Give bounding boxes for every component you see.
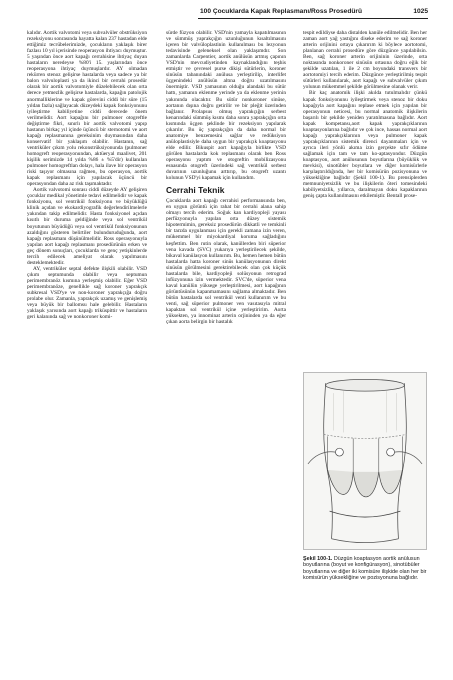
paragraph: tespit edildiyse daha distalden kanüle edilmelidir. Ben her zaman aort yağ yastığını diseke ederim ve sağ koroner arterin orijinini ortaya çıkarırım ki böylece aortotomi, planlanan cerrahi prosedüre göre düzgünce yapılabilsin. Ben, sağ koroner arterin orijininin üzerinde, orta noktasında nonkoroner sinüsün ortasına doğru eğik bir şekilde uzatılan, 1 ile 2 cm boyundaki transvers bir aortotomiyi tercih ederim. Düzgünce yerleştirilmiş tespit sütürleri kullanılarak, aort kapağı ve subvalvüler çıkım yolunun mükemmel şekilde görülmesine olanak verir. [303,30,427,91]
text-column-right [303,30,427,199]
page-number: 1025 [413,8,428,15]
paragraph: kalıdır. Aortik valvotomi veya subvalvüler obstrüksiyon rezeksiyonu sonrasında hayatta kalan 237 hastadan elde ettiğimiz tecrübelerimizde, çocukların yaklaşık birer fazlası 10 yıl içerisinde reoperasyon ihtiyacı duymuştur. 5 yaşından önce aort kapağı cerrahisine ihtiyaç duyan hastaların neredeyse %80'i 15. yaşlarından önce reoperasyona ihtiyaç duymuşlardır. AY olmadan rekürren stenoz gelişirse hastalarda veya sadece ya bir balon valvuloplasti ya da ikinci bir cerrahi prosedür olarak bir aortik valvotomiyle düzelebilecek olan orta derece yetmezlik gelişirse hastalarda, kapağın patolojik anormalliklerine ve kapak görevini ciddi bir süre (15 yıldan fazla) sağlayacak düzeydeki kapak fonksiyonunu iyileştirme kabiliyetine ciddi derecede önem verilmelidir. Aort kapağını bir pulmoner otogreftle değiştirme fikri, sınırlı bir aortik valvotomi yapıp hastanın birkaç yıl içinde üçüncü bir sternotomi ve aort kapağı replasmanına gereksinim duymasından daha konservatif bir yaklaşım olabilir. Hastanın, sağ ventriküler çıkım yolu rekonstrüksiyonunda (pulmoner homogreft reoperasyonundan, aktüeryal maalivet, 201 kişilik serimizde 14 yılda %86 ± %5'dir) kullanılan pulmoner homogreftlan dolayı, hala ilave bir operasyon riski taşıyor olmasına rağmen, bu operasyon, aortik kapak replasmanı için yapılacak üçüncü bir operasyondan daha az risk taşımaktadır. [27,30,147,188]
paragraph: Aortik valvotomi sonrası ciddi düzeyde AY gelişiren çocuklar medikal yönetimle tedavi edilmelidir ve kapak fonksiyonu, sol ventrikül fonksiyonu ve büyüklüğü klinik açıdan ve ekokardiyografik değerlendirilmelerle yakından takip edilmelidir. Hasta fonksiyonel açıdan kısıtlı bir duruma geldiğinde veya sol ventrikül boyutunun büyüdüğü veya sol ventrikül fonksiyonunun azaldığını gösteren belirtiler bulunduruduğunda, aort kapağı replasmanı düşünülmelidir. Ross operasyonuyla yapılan aort kapağı replasmanı prosedürünün erken ve geç dönem sonuçları, çocuklarda ve genç yetişkinlerde tercih edilecek ameliyat olarak yapılmasını desteklemektedir. [27,187,147,266]
figure-label: Şekil 100-1. [303,556,333,562]
figure-caption [303,556,427,582]
text-column-left [27,30,147,320]
paragraph: Çocuklarda aort kapağı cerrahisi performansında ben, en uygun görüntü için rahat bir cerrahi alana sahip olmayı tercih ederim. Soğuk kan kardiyopleji yayası perfüzyonuyla yapılan orta düzey sistemik hipotermimin, gereksiz prosedürün dikkatli ve temkinli bir tarzda uygulanması için gerekli zamana izin veren, mükemmel bir miyokardiyal koruma sağladığını keşfettim. Ben rutin olarak, kanüllerden biri süperior vena kavada (SVC) yukarıya yerleştirilecek şekilde, bikaval kanülasyon kullanırım. Bu, hemen hemen bütün hastalarda hatta koroner sinüs kanülasyonunun direkt sinüsün görülmesini gerektirebilecek olan çok küçük hastalarda bile, kardiyopleji solüsyonun retrograd infüzyonuna izin vermektedir. SVC'de, süperior vena kaval kanülün yüksege yerleştirilmesi, aort kapağının görüntüsünün kapanmamasını sağlama almaktadır. Ben bütün hastalarda sol ventrikül venti kullanırım ve bu venti, sağ süperior pulmoner ven vasıtasıyla mitral kapaktan sol ventrikül içine yerleştiririm. Aorta yüksekten, ya innominat arterin orjininden ya da eğer çıkan aorta belirgin bir hastalık [166,198,286,326]
running-header [30,8,428,22]
figure-caption-text: Düzgün koaptasyon aortik anülusun boyutlarına (boyut ve konfigürasyon), sinotübüler boyutlarına ve diğer iki komisüre ilişkide olan her bir komisürün yüksekliğine ve pozisyonuna bağlıdır. [303,556,427,582]
aortic-root-illustration [303,372,427,550]
paragraph: Bir kaç anatomik ilişki akılda tutulmalıdır çünkü kapak fonksiyonunu iyileştirmek veya stenoz bir doku kapağıyla aort kapağını replase etmek için yapılan bir operasyonun neticesi, bu normal anatomik ilişkilerin başarılı bir şekilde yeniden yaratılmasına bağlıdır. Aort kapak kompetansı,aort kapak yaprakçıklarının koaptasyonlarına bağlıdır ve çok ince, hassas normal aort kapağı yaprakçıklarının veya pulmoner kapak yaprakçıklarının sistemik direnci dayanmaları için ve ayrıca ileri yönlü akıma izin gerçekte sıfır ödüme sağlamak için tam ve tam ko-aptasyondur. Düzgün koaptasyon, aort anülusunun boyutlarına (büyüklük ve mevkisi), sinotübler boyutlara ve diğer komisürlerle karşılaştırıldığında, her bir komisürün pozisyonuna ve yüksekliğine bağlıdır (Şekil 100-1). Bu prensiplerden memnuniyetsizlik ve bu ilişkilerin öteri tomesindeki kabiliyetsizlik, yıllarca, daralmayan doku kapaklarının geniş çapta kullanılmasını etkilemiştir. Bentall prosе- [303,90,427,200]
text-column-middle [166,30,286,325]
aortic-root-drawing [304,373,426,549]
header-rule [198,18,428,19]
paragraph: AY, ventriküler septal defekte ilişkili olabilir. VSD çıkım septumunda olabilir veya septumun perimembranöz kısmına yerleşmiş olabilir. Eğer VSD perimembranöze, genellikle sağ koroner yaprakçık subkresal VSD'ye ve non-koroner yaprakçığa doğru prolabe olur. Zamanla, yaprakçık uzamış ve genişlemiş veya büyük bir ballomsu hale gelebilir. Hastaların yaklaşık yarısında aort kapağı triküspittir ve hastaların geri kalanında sağ ve nonkoroner komi- [27,265,147,321]
paragraph: sürde füzyon olabilir. VSD'nin yamayla kapatılmasının ve sümmüş yaprakçığın uzunluğunun kısaltılmasını içeren bir valvüloplastinin kullanılması bu lezyonun tedavisinde geleneksel olan yaklaşımdır. Son zamanlarda Carpentier, aortik anülüsün artmış çapının VSD'nin mevcudiyetinden kaynaklandığını teşhis etmiştir ve çevresel purse dikişi sütürlerin, koroner sinüsün tabanındaki anülusa yerleştirilip, interlifet üçgenindeki anülüsün altına doğru uzatılmasını önermiştir. VSD yamasının olduğu alandaki bu sütür hattı, yamanın eklenme yerinde ya da eklenme yerinin yakınında olacaktır. Bu sütür nonkoroner sinüse, aortanın dışına doğru getirilir ve bir pleğit üzerinden bağlanır. Prolapsus olmuş yaprakçığın serbest kenarındaki sümmüş kısmı daha sonra yaprakçığın orta kısmında üçgen şeklinde bir rezeksiyon yapılarak çıkarılır. Bu üç yaprakçığın da daha normal bir anatomiye benzemesini sağlar ve redüksiyon anüloplastisiyle daha uygun bir yaprakçık koaptasyonu elde edilir. Bikuspit aort kapağıyla birlikte VSD görülen hastalarda kok replasmanı olarak ben Ross operasyonu yaptım ve otogreftin mobilizasyonu esnasında otogreft üzerindeki sağ ventrikül serbest duvarının uzunluğunu arttırıp, bu otogreft uzantı kolunun VSD'yi kapamak için kullandım. [166,30,286,182]
chapter-title: 100 Çocuklarda Kapak Replasmanı/Ross Prosedürü [200,8,362,15]
section-heading: Cerrahi Teknik [166,185,225,196]
